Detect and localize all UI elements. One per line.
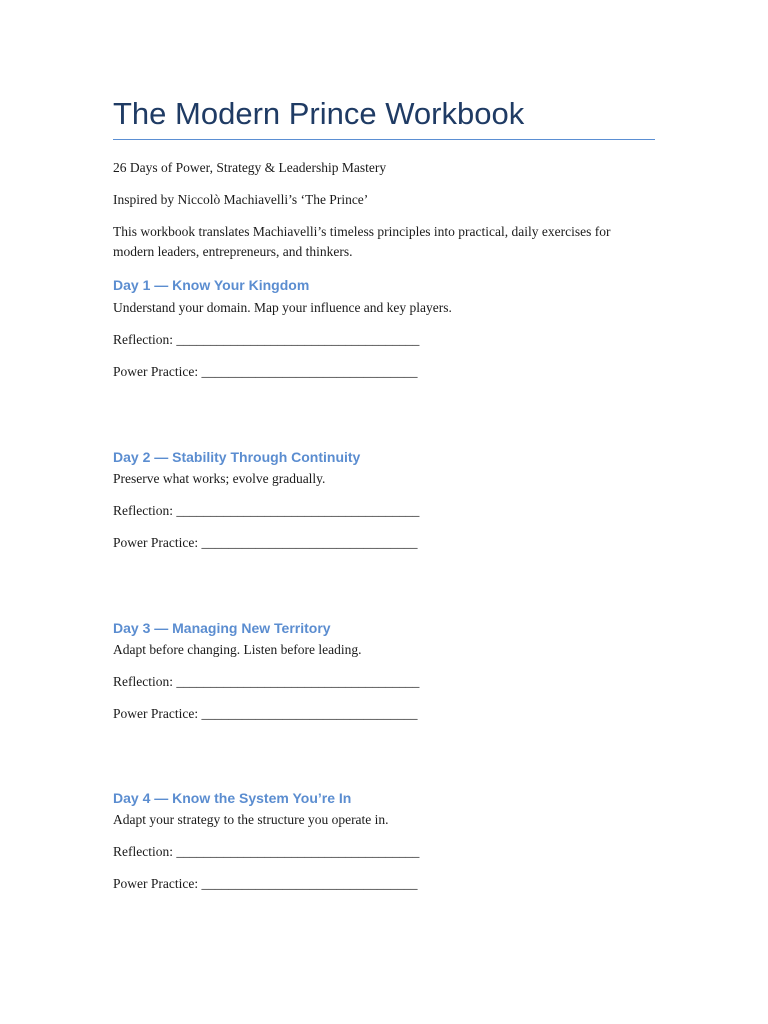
day-4-reflection-line: Reflection: ____________________________________ [113, 844, 420, 859]
day-3-power-practice-line: Power Practice: ________________________________ [113, 706, 418, 721]
document-subtitle: 26 Days of Power, Strategy & Leadership Mastery [113, 160, 387, 175]
day-3-description: Adapt before changing. Listen before leading. [113, 642, 362, 657]
intro-paragraph: This workbook translates Machiavelli’s timeless principles into practical, daily exercises for modern leaders, entrepreneurs, and thinkers. [113, 224, 611, 259]
day-4-heading: Day 4 — Know the System You’re In [113, 790, 352, 806]
day-4-power-practice-line: Power Practice: ________________________________ [113, 876, 418, 891]
day-2-power-practice-line: Power Practice: ________________________________ [113, 535, 418, 550]
day-3-heading: Day 3 — Managing New Territory [113, 620, 331, 636]
document-title: The Modern Prince Workbook [113, 96, 525, 131]
day-1-heading: Day 1 — Know Your Kingdom [113, 277, 310, 293]
day-1-power-practice-line: Power Practice: ________________________________ [113, 364, 418, 379]
title-underline [113, 139, 655, 140]
day-1-reflection-line: Reflection: ____________________________________ [113, 332, 420, 347]
day-2-reflection-line: Reflection: ____________________________________ [113, 503, 420, 518]
day-2-heading: Day 2 — Stability Through Continuity [113, 449, 361, 465]
day-2-description: Preserve what works; evolve gradually. [113, 471, 326, 486]
day-4-description: Adapt your strategy to the structure you operate in. [113, 812, 389, 827]
inspiration-line: Inspired by Niccolò Machiavelli’s ‘The Prince’ [113, 192, 369, 207]
day-3-reflection-line: Reflection: ____________________________________ [113, 674, 420, 689]
day-1-description: Understand your domain. Map your influence and key players. [113, 300, 452, 315]
